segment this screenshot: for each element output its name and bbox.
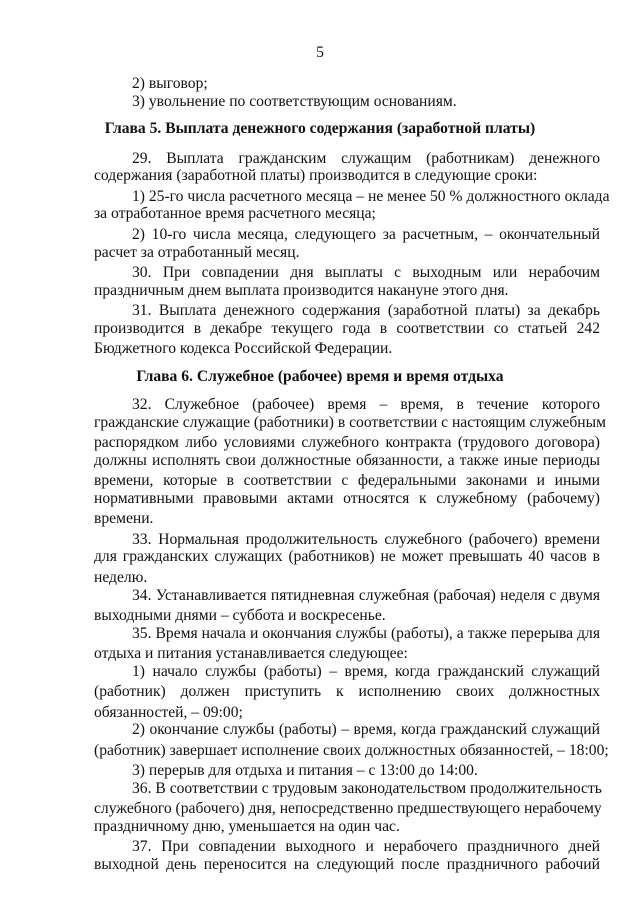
text-line: праздничным днем выплата производится накануне этого дня. (94, 281, 509, 299)
text-line: выходными днями – суббота и воскресенье. (94, 606, 386, 624)
text-line: производится в декабре текущего года в соответствии со статьей 242 (94, 319, 600, 337)
text-line: Бюджетного кодекса Российской Федерации. (94, 340, 393, 358)
text-line: обязанностей, – 09:00; (94, 703, 243, 721)
text-line: 29. Выплата гражданским служащим (работникам) денежного (132, 149, 600, 167)
text-line: 3) увольнение по соответствующим основаниям. (132, 92, 457, 110)
text-line: для гражданских служащих (работников) не может превышать 40 часов в (94, 548, 600, 566)
text-line: нормативными правовыми актами относятся к служебному (рабочему) (94, 489, 600, 507)
text-line: 1) начало службы (работы) – время, когда гражданский служащий (132, 662, 600, 680)
text-line: гражданские служащие (работники) в соответствии с настоящим служебным (94, 413, 606, 431)
text-line: выходной день переносится на следующий после праздничного рабочий (94, 856, 600, 873)
text-line: распорядком либо условиями служебного контракта (трудового договора) (94, 434, 600, 451)
text-line: (работник) должен приступить к исполнению своих должностных (94, 683, 600, 701)
text-line: 36. В соответствии с трудовым законодательством продолжительность (132, 779, 602, 797)
text-line: 2) 10-го числа месяца, следующего за расчетным, – окончательный (132, 225, 600, 243)
text-line: 2) окончание службы (работы) – время, когда гражданский служащий (132, 721, 600, 739)
text-line: содержания (заработной платы) производится в следующие сроки: (94, 167, 538, 185)
chapter-heading: Глава 6. Служебное (рабочее) время и время отдыха (136, 367, 504, 385)
text-line: 33. Нормальная продолжительность служебного (рабочего) времени (132, 530, 600, 548)
text-line: 32. Служебное (рабочее) время – время, в течение которого (132, 395, 600, 413)
text-line: времени. (94, 510, 154, 528)
text-line: отдыха и питания устанавливается следующее: (94, 645, 408, 662)
text-line: расчет за отработанный месяц. (94, 243, 300, 261)
text-line: 30. При совпадении дня выплаты с выходным или нерабочим (132, 263, 600, 281)
text-line: 1) 25-го числа расчетного месяца – не менее 50 % должностного оклада (132, 187, 610, 205)
text-line: 34. Устанавливается пятидневная служебная (рабочая) неделя с двумя (132, 586, 600, 604)
text-line: праздничному дню, уменьшается на один час. (94, 817, 400, 835)
text-line: 35. Время начала и окончания службы (работы), а также перерыва для (132, 624, 600, 642)
chapter-heading: Глава 5. Выплата денежного содержания (заработной платы) (104, 120, 536, 138)
text-line: 2) выговор; (132, 75, 208, 92)
page-number: 5 (316, 44, 324, 61)
text-line: неделю. (94, 568, 148, 586)
text-line: за отработанное время расчетного месяца; (94, 205, 376, 223)
text-line: 37. При совпадении выходного и нерабочего праздничного дней (132, 838, 600, 856)
text-line: (работник) завершает исполнение своих должностных обязанностей, – 18:00; (94, 741, 609, 759)
text-line: должны исполнять свои должностные обязанности, а также иные периоды (94, 451, 600, 469)
text-line: 31. Выплата денежного содержания (заработной платы) за декабрь (132, 302, 600, 319)
text-line: 3) перерыв для отдыха и питания – с 13:00 до 14:00. (132, 762, 478, 779)
text-line: времени, которые в соответствии с федеральными законами и иными (94, 472, 600, 490)
text-line: служебного (рабочего) дня, непосредственно предшествующего нерабочему (94, 800, 602, 818)
